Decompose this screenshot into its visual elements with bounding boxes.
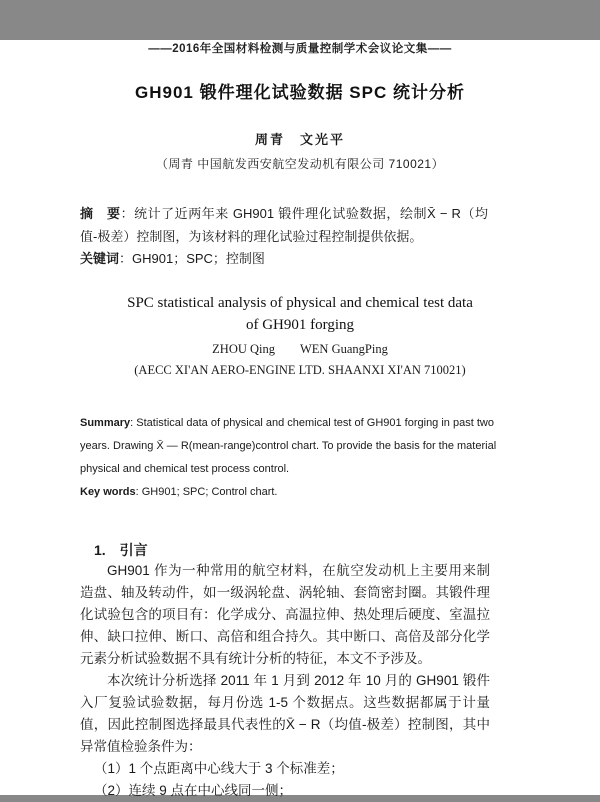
abstract-text: ：统计了近两年来 GH901 锻件理化试验数据，绘制X̄ − R（均值-极差）控制图，为该材料的理化试验过程控制提供依据。 [80,206,488,244]
summary-label: Summary [80,416,131,429]
paper-page [0,40,600,798]
abstract-paragraph [80,203,488,248]
section-1-paragraph-1: GH901 作为一种常用的航空材料，在航空发动机上主要用来制造盘、轴及转动件，如一级涡轮盘、涡轮轴、套筒密封圈。其锻件理化试验包含的项目有：化学成分、高温拉伸、热处理后硬度、室温拉伸、缺口拉伸、断口、高倍和组合持久。其中断口、高倍及部分化学元素分析试验数据不具有统计分析的特征，本文不予涉及。 [80,562,490,666]
conference-proceedings-header: ——2016年全国材料检测与质量控制学术会议论文集—— [148,43,452,55]
english-keywords-paragraph [80,481,505,504]
english-title-line1: SPC statistical analysis of physical and chemical test data [127,294,473,311]
keywords-label: 关键词 [80,251,120,266]
abstract-label: 摘 要 [80,206,121,221]
keywords-paragraph [80,248,488,271]
section-1-paragraph-2: 本次统计分析选择 2011 年 1 月到 2012 年 10 月的 GH901 锻件入厂复验试验数据，每月份选 1-5 个数据点。这些数据都属于计量值，因此控制图选择最具代表性的X̄ − R（均值-极差）控制图，其中异常值检验条件为： [80,672,490,754]
english-authors-line: ZHOU Qing WEN GuangPing [212,341,388,356]
english-keywords-label: Key words [80,485,136,498]
abstract-block [80,203,488,271]
section-1-heading: 1. 引言 [94,541,148,558]
section-1-introduction [80,540,490,802]
english-summary-block [80,412,505,504]
english-affiliation-line: (AECC XI'AN AERO-ENGINE LTD. SHAANXI XI'AN 710021) [134,362,466,377]
rule-item-2: （2）连续 9 点在中心线同一侧； [94,782,293,798]
summary-paragraph [80,412,505,481]
keywords-text: ：GH901；SPC；控制图 [119,251,265,266]
affiliation-line: （周青 中国航发西安航空发动机有限公司 710021） [155,157,445,171]
english-keywords-text: : GH901; SPC; Control chart. [135,485,278,498]
summary-text: : Statistical data of physical and chemical test of GH901 forging in past two years. Drawing X̄ — R(mean-range)control chart. To provide the basis for the material physical and chemical test process control. [80,416,497,475]
authors-line: 周青 文光平 [254,132,345,147]
english-meta-block [0,292,600,381]
english-title-line2: of GH901 forging [245,316,355,333]
paper-title: GH901 锻件理化试验数据 SPC 统计分析 [135,83,465,102]
rule-item-1: （1）1 个点距离中心线大于 3 个标准差； [94,760,344,776]
